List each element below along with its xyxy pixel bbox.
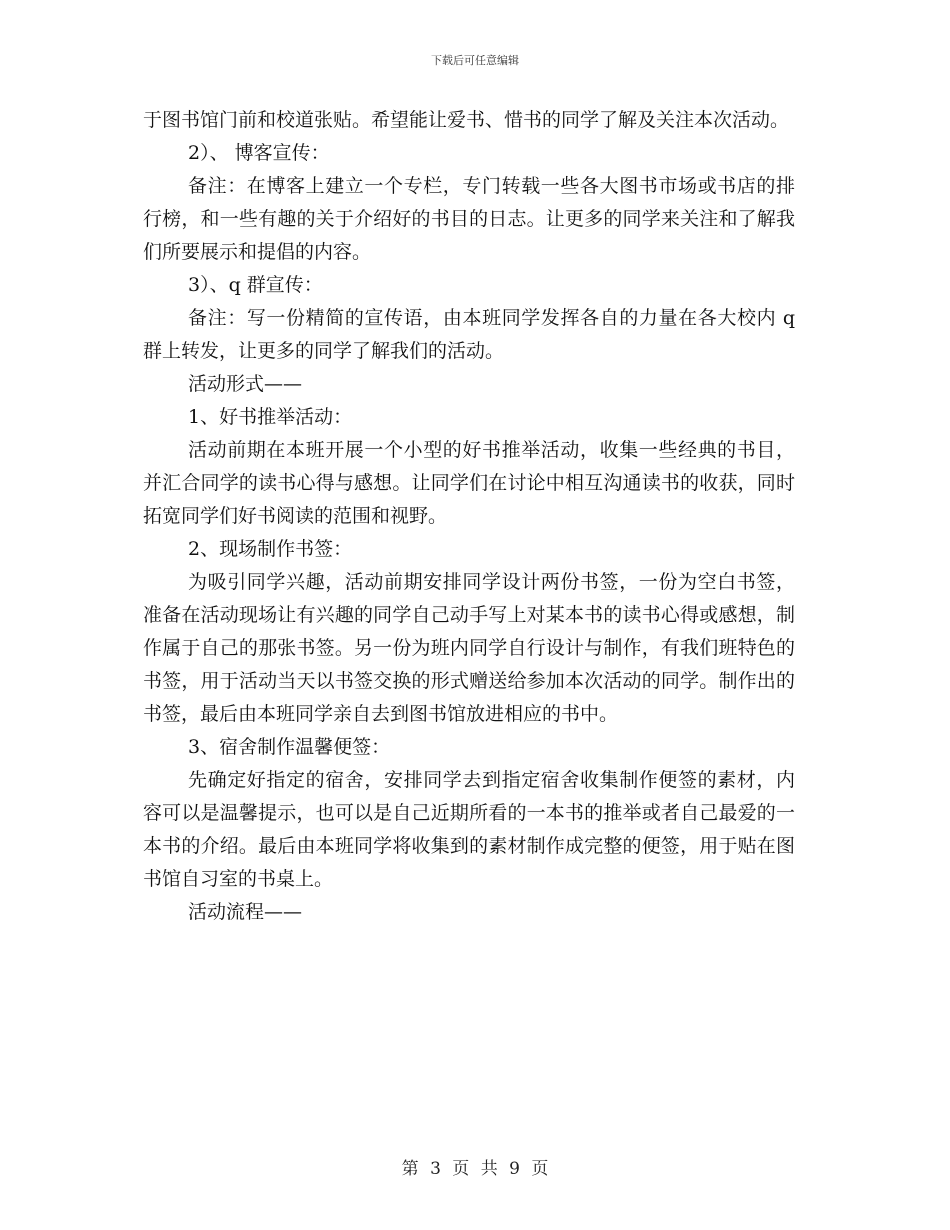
section-heading: 2、现场制作书签：	[188, 538, 353, 560]
section-heading: 3）、q 群宣传：	[188, 274, 323, 296]
paragraph: 备注：写一份精简的宣传语，由本班同学发挥各自的力量在各大校内 q 群上转发，让更多的同学了解我们的活动。	[143, 307, 795, 362]
section-heading: 3、宿舍制作温馨便签：	[188, 736, 391, 758]
paragraph: 备注：在博客上建立一个专栏，专门转载一些各大图书市场或书店的排行榜，和一些有趣的关于介绍好的书目的日志。让更多的同学来关注和了解我们所要展示和提倡的内容。	[143, 175, 795, 263]
section-heading: 活动形式——	[188, 373, 303, 395]
paragraph: 先确定好指定的宿舍，安排同学去到指定宿舍收集制作便签的素材，内容可以是温馨提示，也可以是自己近期所看的一本书的推举或者自己最爱的一本书的介绍。最后由本班同学将收集到的素材制作成完整的便签，用于贴在图书馆自习室的书桌上。	[143, 769, 795, 890]
section-heading: 2）、 博客宣传：	[188, 142, 330, 164]
page-footer: 第 3 页 共 9 页	[401, 1159, 549, 1179]
page-header: 下载后可任意编辑	[431, 54, 519, 67]
document-body	[143, 104, 795, 929]
section-heading: 活动流程——	[188, 901, 303, 923]
paragraph: 活动前期在本班开展一个小型的好书推举活动，收集一些经典的书目，并汇合同学的读书心得与感想。让同学们在讨论中相互沟通读书的收获，同时拓宽同学们好书阅读的范围和视野。	[143, 439, 795, 527]
section-heading: 1、好书推举活动：	[188, 406, 353, 428]
paragraph: 于图书馆门前和校道张贴。希望能让爱书、惜书的同学了解及关注本次活动。	[143, 109, 790, 131]
paragraph: 为吸引同学兴趣，活动前期安排同学设计两份书签，一份为空白书签，准备在活动现场让有兴趣的同学自己动手写上对某本书的读书心得或感想，制作属于自己的那张书签。另一份为班内同学自行设计与制作，有我们班特色的书签，用于活动当天以书签交换的形式赠送给参加本次活动的同学。制作出的书签，最后由本班同学亲自去到图书馆放进相应的书中。	[143, 571, 795, 725]
